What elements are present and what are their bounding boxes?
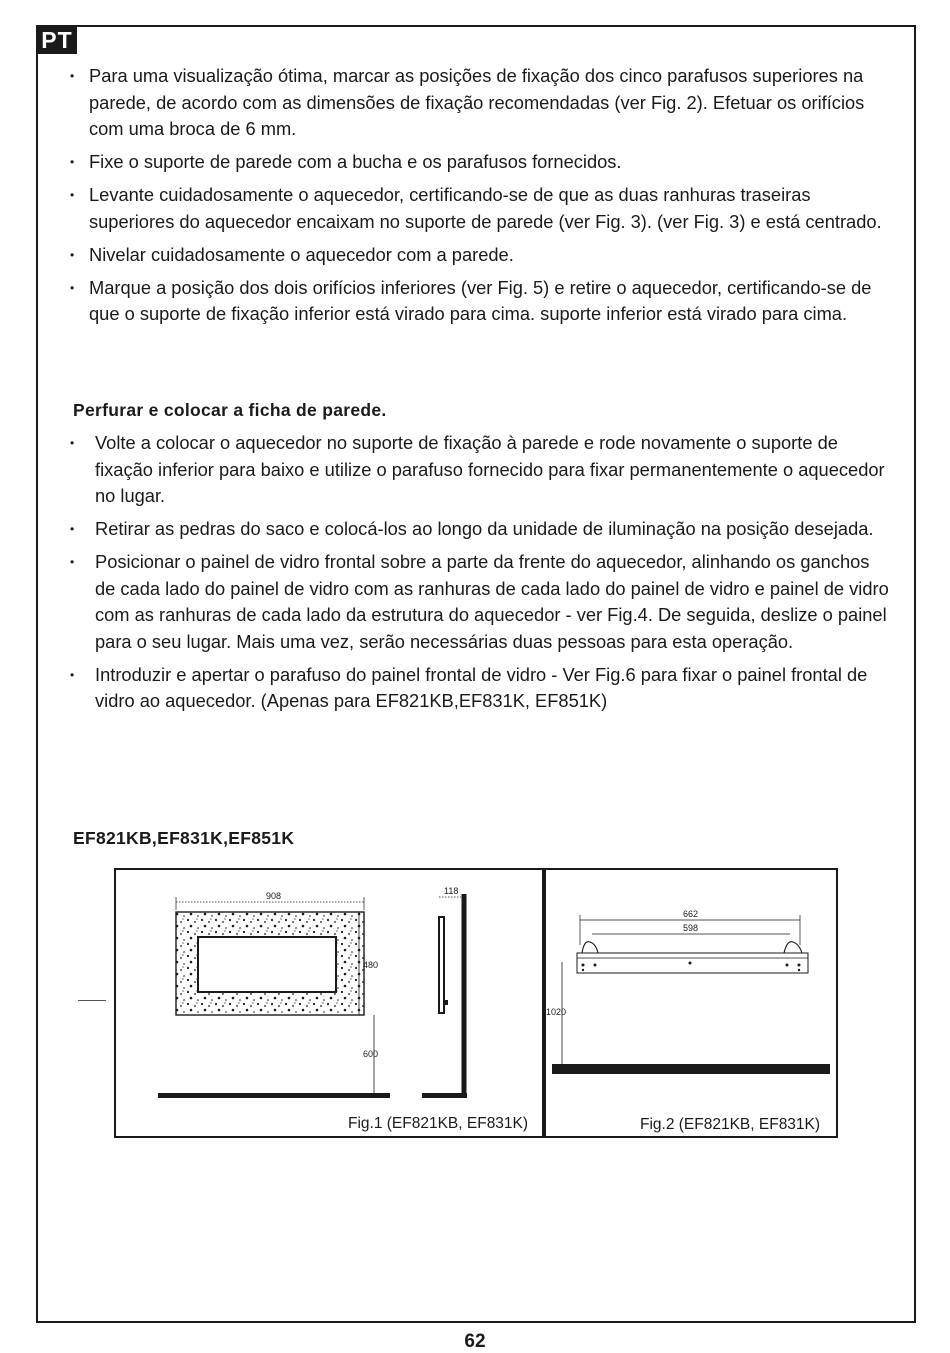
dim-mount-height-label: 1020	[546, 1007, 567, 1017]
list-item-text: Posicionar o painel de vidro frontal sobre a parte da frente do aquecedor, alinhando os ganchos de cada lado do painel de vidro com as ranhuras de cada lado do painel de vidro e painel de vidro com as ranhuras de cada lado da estrutura do aquecedor - ver Fig.4. De seguida, deslize o painel para o seu lugar. Mais uma vez, serão necessárias duas pessoas para esta operação.	[95, 551, 889, 652]
floor-line	[158, 1093, 390, 1098]
margin-line	[78, 1000, 106, 1001]
list-item	[70, 275, 890, 328]
heater-glass	[198, 937, 336, 992]
bullet-icon: •	[70, 155, 75, 169]
figure-2-caption: Fig.2 (EF821KB, EF831K)	[640, 1116, 821, 1133]
models-heading: EF821KB,EF831K,EF851K	[73, 828, 295, 848]
bullet-icon: •	[70, 247, 75, 262]
list-item-text: Volte a colocar o aquecedor no suporte de fixação à parede e rode novamente o suporte de fixação inferior para baixo e utilize o parafuso fornecido para fixar permanentemente o aquecedor no lugar.	[95, 432, 885, 506]
list-item-text: Levante cuidadosamente o aquecedor, certificando-se de que as duas ranhuras traseiras superiores do aquecedor encaixam no suporte de parede (ver Fig. 3). (ver Fig. 3) e está centrado.	[89, 184, 882, 232]
page-number: 62	[464, 1331, 486, 1352]
list-item-text: Fixe o suporte de parede com a bucha e os parafusos fornecidos.	[89, 151, 622, 172]
intro-bullet-list	[70, 63, 890, 334]
bullet-icon: •	[70, 188, 75, 202]
list-item	[70, 63, 890, 143]
dim-width-label: 908	[266, 891, 282, 901]
floor-line	[552, 1064, 830, 1074]
list-item	[70, 516, 890, 543]
dim-floor-label: 600	[363, 1049, 379, 1059]
dim-height-label: 480	[363, 960, 379, 970]
wall-bracket	[577, 953, 808, 973]
list-item	[70, 149, 890, 176]
bullet-icon: •	[70, 436, 75, 450]
list-item	[70, 662, 890, 715]
list-item	[70, 242, 890, 269]
bullet-icon: •	[70, 522, 75, 536]
heater-side-view	[439, 917, 444, 1013]
list-item-text: Marque a posição dos dois orifícios inferiores (ver Fig. 5) e retire o aquecedor, certificando-se de que o suporte de fixação inferior está virado para cima. suporte inferior está virado para cima.	[89, 276, 872, 324]
bullet-icon: •	[70, 555, 75, 569]
figure-2-drawing	[544, 870, 836, 1136]
bullet-icon: •	[70, 667, 75, 682]
figure-2-panel	[542, 868, 838, 1138]
list-item-text: Introduzir e apertar o parafuso do painel frontal de vidro - Ver Fig.6 para fixar o painel frontal de vidro ao aquecedor. (Apenas para EF821KB,EF831K, EF851K)	[95, 663, 868, 711]
list-item-text: Para uma visualização ótima, marcar as posições de fixação dos cinco parafusos superiores na parede, de acordo com as dimensões de fixação recomendadas (ver Fig. 2). Efetuar os orifícios com uma broca de 6 mm.	[89, 65, 865, 139]
figure-1-drawing	[116, 870, 544, 1136]
dim-inner-label: 598	[683, 923, 699, 933]
bullet-icon: •	[70, 69, 75, 83]
list-item	[70, 182, 890, 235]
bracket-hook-left	[582, 942, 598, 953]
side-floor-line	[422, 1093, 467, 1098]
section-bullet-list	[70, 430, 890, 721]
figure-1-caption: Fig.1 (EF821KB, EF831K)	[348, 1115, 529, 1132]
list-item	[70, 549, 890, 655]
figure-1-panel	[114, 868, 546, 1138]
list-item-text: Nivelar cuidadosamente o aquecedor com a parede.	[89, 243, 514, 265]
dim-outer-label: 662	[683, 909, 699, 919]
language-badge: PT	[37, 26, 77, 54]
bracket-hook-right	[784, 942, 802, 953]
bullet-icon: •	[70, 280, 75, 295]
dim-depth-label: 118	[444, 886, 459, 896]
list-item-text: Retirar as pedras do saco e colocá-los ao longo da unidade de iluminação na posição desejada.	[95, 518, 874, 539]
section-heading: Perfurar e colocar a ficha de parede.	[73, 400, 387, 420]
list-item	[70, 430, 890, 510]
